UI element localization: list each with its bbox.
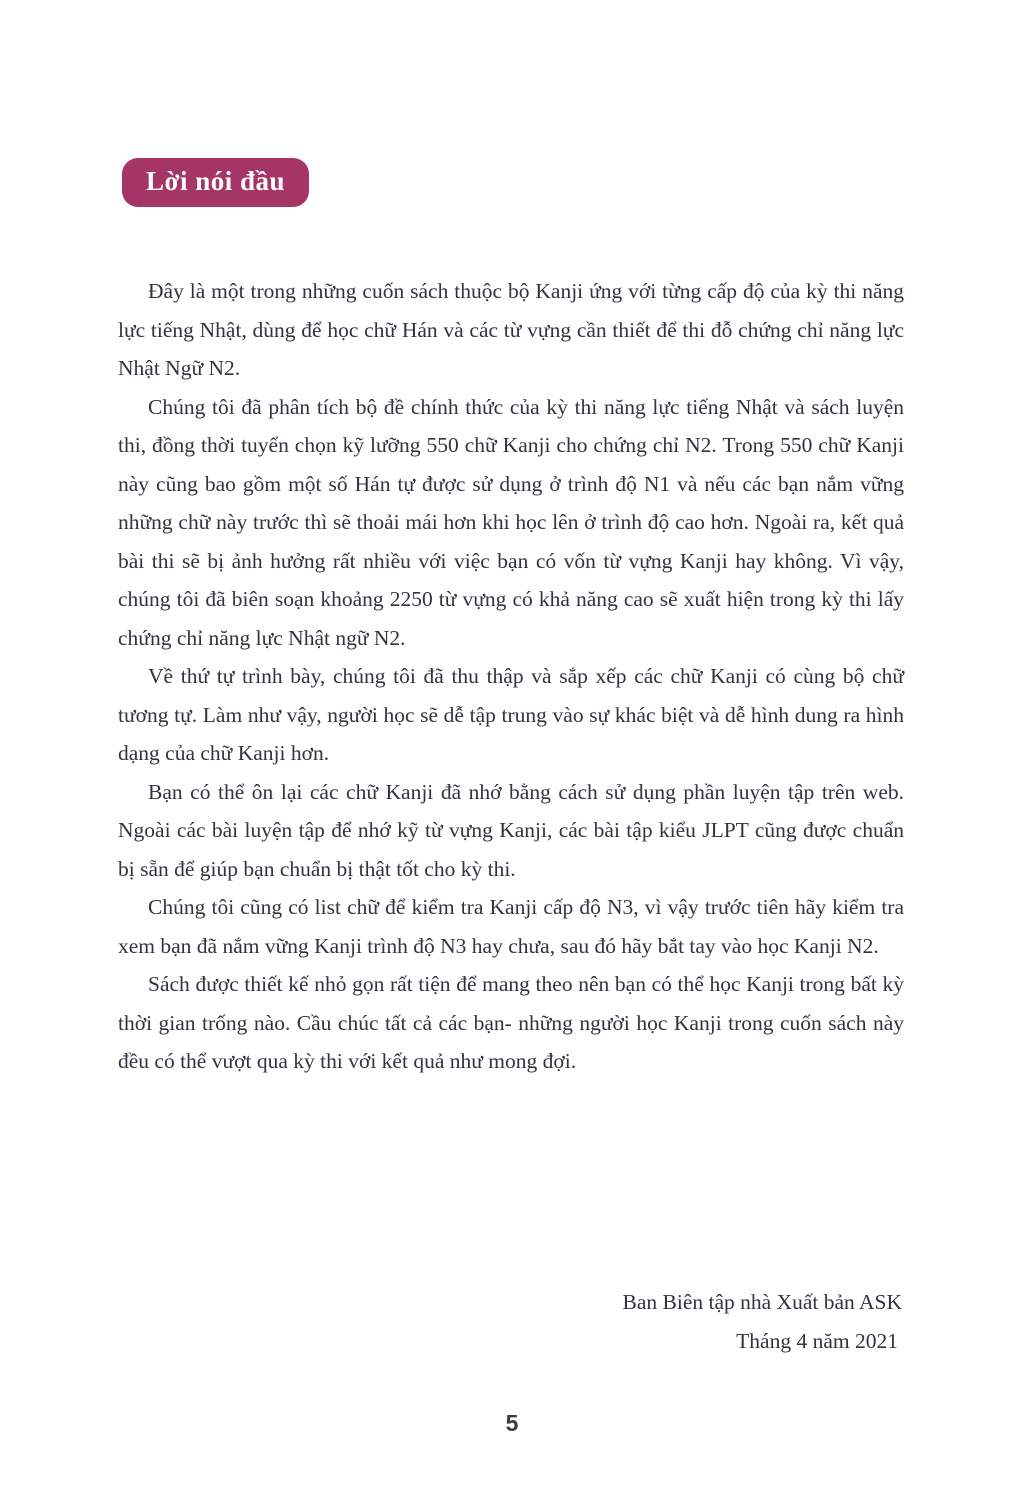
signature-block: [623, 1283, 902, 1361]
paragraph-1: Đây là một trong những cuốn sách thuộc bộ Kanji ứng với từng cấp độ của kỳ thi năng lực tiếng Nhật, dùng để học chữ Hán và các từ vựng cần thiết để thi đỗ chứng chỉ năng lực Nhật Ngữ N2.: [118, 279, 904, 380]
signature-date: Tháng 4 năm 2021: [736, 1329, 898, 1353]
paragraph-5: Chúng tôi cũng có list chữ để kiểm tra Kanji cấp độ N3, vì vậy trước tiên hãy kiểm tra xem bạn đã nắm vững Kanji trình độ N3 hay chưa, sau đó hãy bắt tay vào học Kanji N2.: [118, 895, 904, 958]
paragraph-6: Sách được thiết kế nhỏ gọn rất tiện để mang theo nên bạn có thể học Kanji trong bất kỳ thời gian trống nào. Cầu chúc tất cả các bạn- những người học Kanji trong cuốn sách này đều có thể vượt qua kỳ thi với kết quả như mong đợi.: [118, 972, 904, 1073]
section-badge: Lời nói đầu: [122, 158, 309, 207]
page-number: 5: [505, 1410, 519, 1436]
paragraph-3: Về thứ tự trình bày, chúng tôi đã thu thập và sắp xếp các chữ Kanji có cùng bộ chữ tương tự. Làm như vậy, người học sẽ dễ tập trung vào sự khác biệt và dễ hình dung ra hình dạng của chữ Kanji hơn.: [118, 664, 904, 765]
paragraph-4: Bạn có thể ôn lại các chữ Kanji đã nhớ bằng cách sử dụng phần luyện tập trên web. Ngoài các bài luyện tập để nhớ kỹ từ vựng Kanji, các bài tập kiểu JLPT cũng được chuẩn bị sẵn để giúp bạn chuẩn bị thật tốt cho kỳ thi.: [118, 779, 904, 881]
page-content: [118, 272, 904, 1081]
signature-publisher: Ban Biên tập nhà Xuất bản ASK: [622, 1290, 902, 1314]
paragraph-2: Chúng tôi đã phân tích bộ đề chính thức của kỳ thi năng lực tiếng Nhật và sách luyện thi, đồng thời tuyển chọn kỹ lưỡng 550 chữ Kanji cho chứng chỉ N2. Trong 550 chữ Kanji này cũng bao gồm một số Hán tự được sử dụng ở trình độ N1 và nếu các bạn nắm vững những chữ này trước thì sẽ thoải mái hơn khi học lên ở trình độ cao hơn. Ngoài ra, kết quả bài thi sẽ bị ảnh hưởng rất nhiều với việc bạn có vốn từ vựng Kanji hay không. Vì vậy, chúng tôi đã biên soạn khoảng 2250 từ vựng có khả năng cao sẽ xuất hiện trong kỳ thi lấy chứng chỉ năng lực Nhật ngữ N2.: [118, 394, 904, 650]
